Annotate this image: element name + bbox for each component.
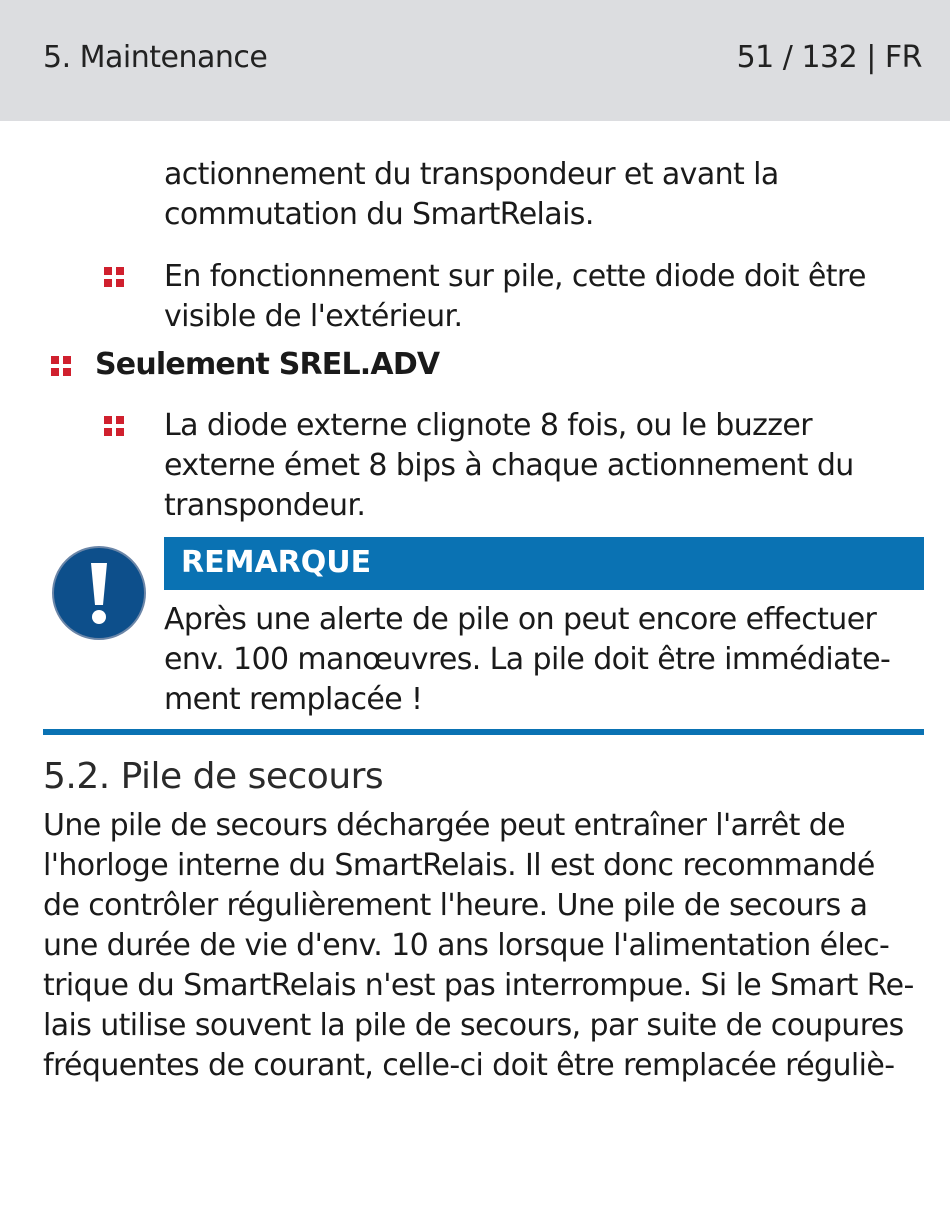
- note-header-bar: [164, 537, 924, 590]
- text-line: de contrôler régulièrement l'heure. Une pile de secours a: [43, 888, 868, 923]
- text-line: En fonctionnement sur pile, cette diode doit être: [164, 259, 866, 294]
- text-line: transpondeur.: [164, 488, 366, 523]
- continuation-paragraph: [164, 155, 924, 235]
- subheading: Seulement SREL.ADV: [95, 347, 440, 382]
- red-square-bullet-icon: [104, 416, 124, 436]
- red-square-bullet-icon: [51, 356, 71, 376]
- text-line: actionnement du transpondeur et avant la: [164, 157, 779, 192]
- text-line: commutation du SmartRelais.: [164, 197, 594, 232]
- text-line: fréquentes de courant, celle-ci doit être remplacée réguliè-: [43, 1048, 895, 1083]
- text-line: lais utilise souvent la pile de secours, par suite de coupures: [43, 1008, 904, 1043]
- note-divider: [43, 729, 924, 735]
- text-line: l'horloge interne du SmartRelais. Il est donc recommandé: [43, 848, 875, 883]
- text-line: une durée de vie d'env. 10 ans lorsque l'alimentation élec-: [43, 928, 890, 963]
- text-line: env. 100 manœuvres. La pile doit être immédiate-: [164, 642, 891, 677]
- section-heading: 5.2. Pile de secours: [43, 756, 384, 797]
- page-header: [0, 0, 950, 121]
- text-line: externe émet 8 bips à chaque actionnement du: [164, 448, 854, 483]
- bullet-item: [164, 406, 924, 526]
- exclamation-circle-icon: [51, 545, 147, 641]
- red-square-bullet-icon: [104, 267, 124, 287]
- text-line: Une pile de secours déchargée peut entraîner l'arrêt de: [43, 808, 845, 843]
- text-line: visible de l'extérieur.: [164, 299, 463, 334]
- section-name: 5. Maintenance: [43, 40, 268, 75]
- bullet-item: [164, 257, 924, 337]
- section-paragraph: [43, 806, 933, 1086]
- text-line: Après une alerte de pile on peut encore effectuer: [164, 602, 877, 637]
- page-indicator: 51 / 132 | FR: [736, 40, 922, 75]
- text-line: La diode externe clignote 8 fois, ou le buzzer: [164, 408, 813, 443]
- text-line: trique du SmartRelais n'est pas interrompue. Si le Smart Re-: [43, 968, 914, 1003]
- note-title: REMARQUE: [181, 545, 372, 580]
- text-line: ment remplacée !: [164, 682, 423, 717]
- note-text: [164, 600, 924, 720]
